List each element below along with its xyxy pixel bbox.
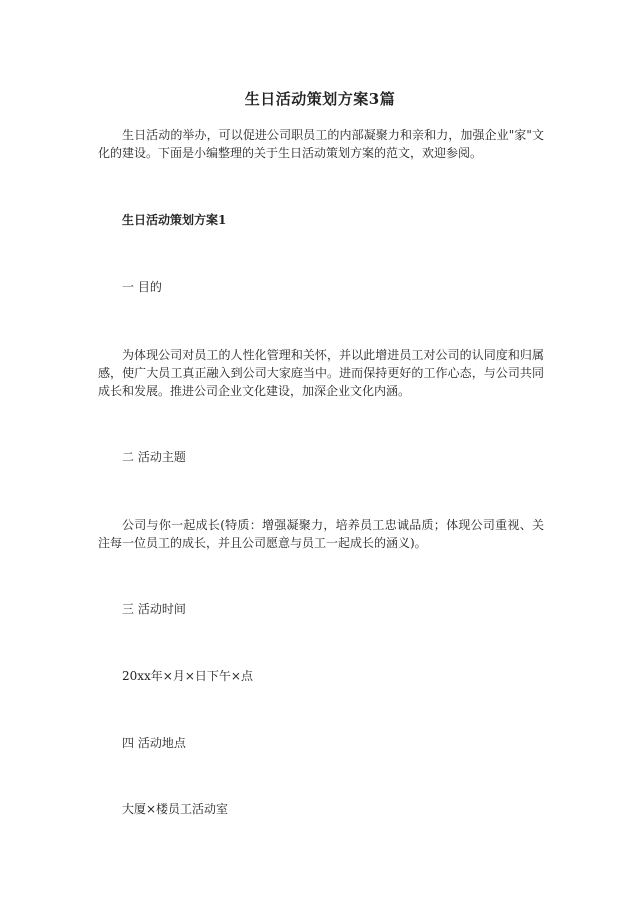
document-title: 生日活动策划方案3篇 <box>244 90 396 108</box>
intro-paragraph: 生日活动的举办，可以促进公司职员工的内部凝聚力和亲和力，加强企业"家"文化的建设。下面是小编整理的关于生日活动策划方案的范文，欢迎参阅。 <box>98 128 544 160</box>
purpose-paragraph: 为体现公司对员工的人性化管理和关怀，并以此增进员工对公司的认同度和归属感，使广大员工真正融入到公司大家庭当中。进而保持更好的工作心态，与公司共同成长和发展。推进公司企业文化建设，加深企业文化内涵。 <box>98 348 544 398</box>
item-heading-time: 三 活动时间 <box>122 602 186 616</box>
theme-paragraph: 公司与你一起成长(特质：增强凝聚力，培养员工忠诚品质；体现公司重视、关注每一位员工的成长，并且公司愿意与员工一起成长的涵义)。 <box>98 518 544 550</box>
item-heading-theme: 二 活动主题 <box>122 450 186 464</box>
item-heading-purpose: 一 目的 <box>122 280 162 294</box>
location-text: 大厦×楼员工活动室 <box>122 802 229 816</box>
section-heading: 生日活动策划方案1 <box>122 213 227 227</box>
item-heading-location: 四 活动地点 <box>122 736 186 750</box>
time-text: 20xx年×月×日下午×点 <box>122 669 253 683</box>
